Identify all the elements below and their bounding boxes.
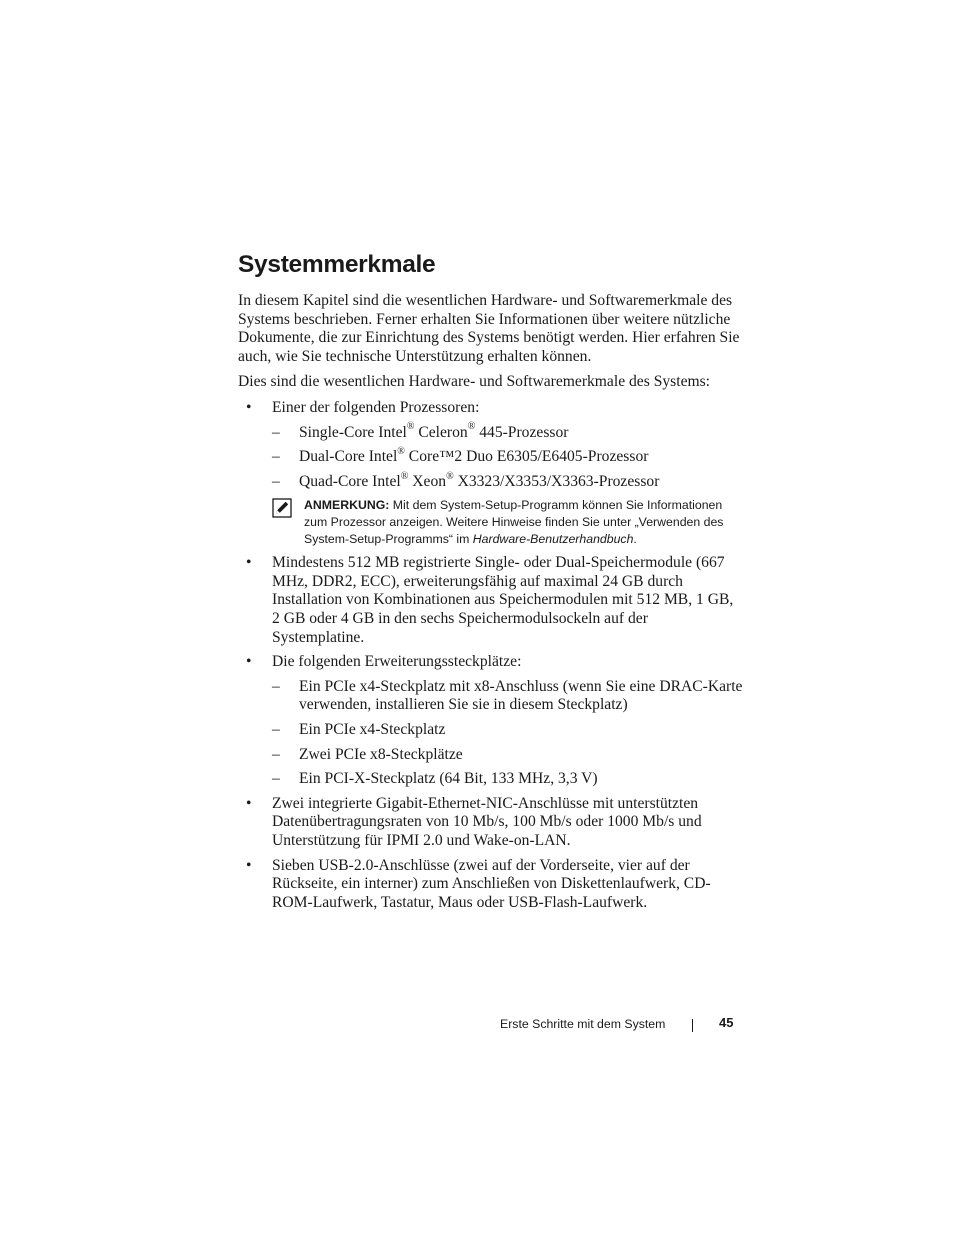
list-item [272, 721, 743, 740]
dash-marker: – [272, 677, 280, 695]
nic-text: Zwei integrierte Gigabit-Ethernet-NIC-Anschlüsse mit unterstützten Datenübertragungsraten von 10 Mb/s, 100 Mb/s oder 1000 Mb/s und Unterstützung für IPMI 2.0 und Wake-on-LAN. [272, 794, 702, 849]
registered-mark: ® [446, 470, 454, 482]
lead-paragraph: Dies sind die wesentlichen Hardware- und Softwaremerkmale des Systems: [238, 373, 711, 391]
note-pencil-icon [272, 498, 292, 518]
page-title: Systemmerkmale [238, 251, 436, 278]
intro-paragraph: In diesem Kapitel sind die wesentlichen Hardware- und Softwaremerkmale des Systems beschrieben. Ferner erhalten Sie Informationen über weitere nützliche Dokumente, die zur Einrichtung des Systems benötigt werden. Hier erfahren Sie auch, wie Sie technische Unterstützung erhalten können. [238, 291, 740, 365]
dash-marker: – [272, 423, 280, 441]
processor-list [272, 421, 743, 492]
feature-list [238, 399, 743, 912]
registered-mark: ® [400, 470, 409, 482]
processor-text: Quad-Core Intel [299, 472, 401, 490]
list-item [272, 746, 743, 765]
dash-marker: – [272, 770, 280, 788]
registered-mark: ® [397, 445, 405, 457]
footer-divider [692, 1019, 693, 1032]
bullet-marker: • [246, 398, 252, 416]
list-item [272, 770, 743, 789]
processor-item [299, 421, 743, 443]
processor-text: X3323/X3353/X3363-Prozessor [453, 472, 660, 490]
processors-heading: Einer der folgenden Prozessoren: [272, 398, 480, 416]
expansion-item: Ein PCIe x4-Steckplatz [299, 721, 446, 739]
expansion-item: Zwei PCIe x8-Steckplätze [299, 745, 463, 763]
processor-text: Dual-Core Intel [299, 448, 398, 466]
list-item [238, 653, 743, 789]
note-end: . [633, 532, 637, 547]
page-content [238, 252, 743, 918]
note-box [272, 497, 743, 548]
bullet-marker: • [246, 794, 252, 812]
list-item [272, 421, 743, 443]
dash-marker: – [272, 745, 280, 763]
processor-text: Single-Core Intel [299, 423, 407, 441]
expansion-heading: Die folgenden Erweiterungssteckplätze: [272, 653, 522, 671]
bullet-marker: • [246, 653, 252, 671]
processor-text: 445-Prozessor [475, 423, 569, 441]
dash-marker: – [272, 472, 280, 490]
processor-text: Core™2 Duo E6305/E6405-Prozessor [404, 448, 649, 466]
expansion-item: Ein PCIe x4-Steckplatz mit x8-Anschluss (wenn Sie eine DRAC-Karte verwenden, installieren Sie sie in diesem Steckplatz) [299, 677, 743, 714]
processor-item [299, 445, 743, 467]
registered-mark: ® [406, 421, 415, 433]
dash-marker: – [272, 448, 280, 466]
processor-text: Celeron [414, 423, 468, 441]
note-label: ANMERKUNG: [304, 498, 390, 513]
list-item [272, 470, 743, 492]
registered-mark: ® [467, 421, 476, 433]
processor-text: Xeon [408, 472, 447, 490]
expansion-item: Ein PCI-X-Steckplatz (64 Bit, 133 MHz, 3,3 V) [299, 770, 598, 788]
note-body: Mit dem System-Setup-Programm können Sie Informationen zum Prozessor anzeigen. Weitere Hinweise finden Sie unter „Verwenden des System-Setup-Programms“ im [304, 498, 724, 547]
expansion-list [272, 678, 743, 789]
note-reference: Hardware-Benutzerhandbuch [472, 532, 634, 547]
processor-item [299, 470, 743, 492]
list-item [238, 795, 743, 851]
list-item [238, 554, 743, 647]
note-text [304, 497, 743, 548]
list-item [272, 678, 743, 715]
memory-text: Mindestens 512 MB registrierte Single- oder Dual-Speichermodule (667 MHz, DDR2, ECC), erweiterungsfähig auf maximal 24 GB durch Installation von Kombinationen aus Speichermodulen mit 512 MB, 1 GB, 2 GB oder 4 GB in den sechs Speichermodulsockeln auf der Systemplatine. [272, 554, 734, 646]
bullet-marker: • [246, 554, 252, 572]
list-item [238, 399, 743, 548]
list-item [272, 445, 743, 467]
usb-text: Sieben USB-2.0-Anschlüsse (zwei auf der Vorderseite, vier auf der Rückseite, ein interner) zum Anschließen von Diskettenlaufwerk, CD-ROM-Laufwerk, Tastatur, Maus oder USB-Flash-Laufwerk. [272, 856, 711, 911]
bullet-marker: • [246, 856, 252, 874]
dash-marker: – [272, 721, 280, 739]
footer-section-title: Erste Schritte mit dem System [500, 1017, 666, 1031]
list-item [238, 857, 743, 913]
page-number: 45 [719, 1015, 734, 1030]
